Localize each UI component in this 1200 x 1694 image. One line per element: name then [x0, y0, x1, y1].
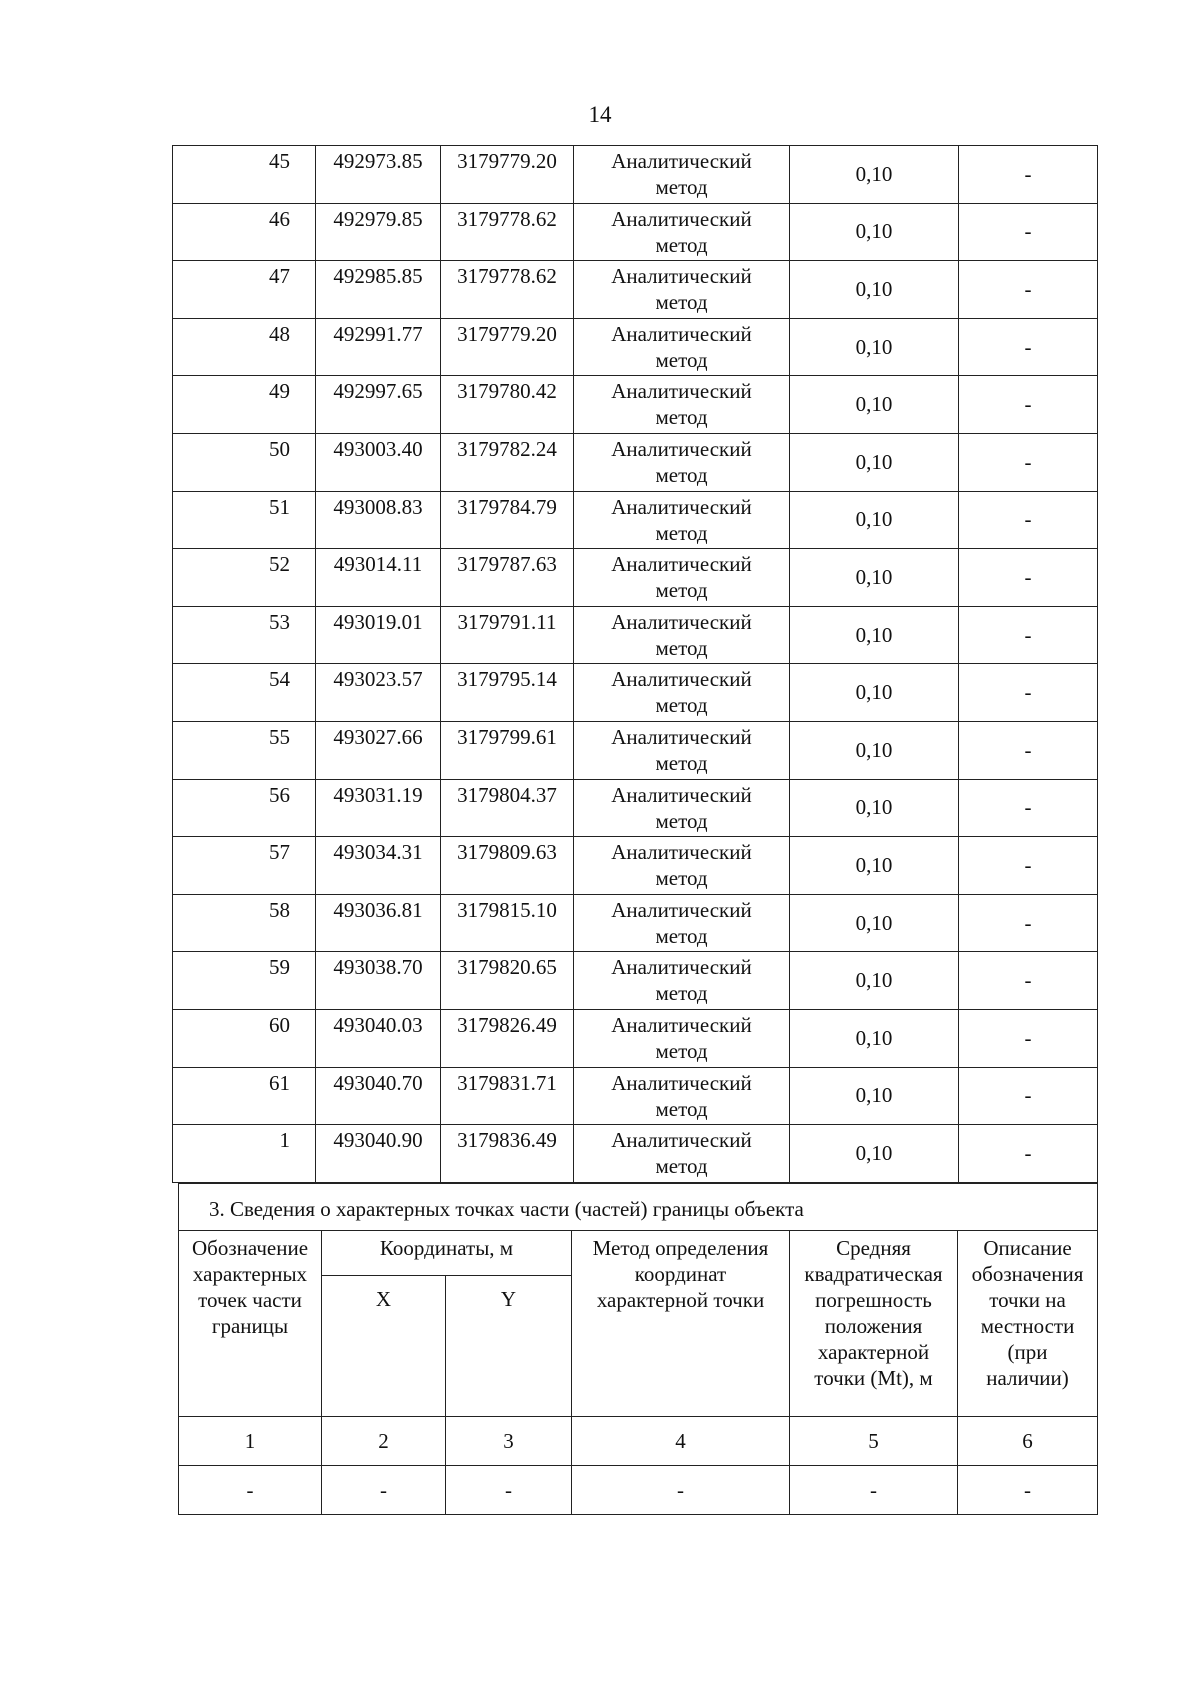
header-error	[790, 1231, 958, 1417]
point-error: 0,10	[790, 1009, 959, 1067]
point-method	[574, 952, 790, 1010]
point-method-line: Аналитический	[611, 494, 752, 519]
header-desc-line: обозначения	[971, 1262, 1084, 1286]
point-y: 3179784.79	[441, 491, 574, 549]
point-y: 3179799.61	[441, 721, 574, 779]
point-error: 0,10	[790, 1067, 959, 1125]
empty-cell: -	[179, 1466, 322, 1515]
header-designation-line: точек части	[198, 1288, 302, 1312]
point-x: 493040.90	[316, 1125, 441, 1183]
point-x: 492991.77	[316, 318, 441, 376]
point-method	[574, 1009, 790, 1067]
point-method-line: Аналитический	[611, 1012, 752, 1037]
point-method-line: Аналитический	[611, 264, 752, 289]
point-method-line: Аналитический	[611, 321, 752, 346]
point-number: 46	[173, 203, 316, 261]
point-method-line: метод	[655, 1154, 708, 1179]
column-number: 6	[958, 1417, 1098, 1466]
section-title: 3. Сведения о характерных точках части (частей) границы объекта	[179, 1184, 1098, 1231]
point-description: -	[959, 491, 1098, 549]
point-number: 54	[173, 664, 316, 722]
header-desc-line: (при	[1007, 1340, 1048, 1364]
point-x: 492973.85	[316, 146, 441, 204]
point-row	[173, 376, 1098, 434]
point-description: -	[959, 1125, 1098, 1183]
point-description: -	[959, 721, 1098, 779]
point-method	[574, 491, 790, 549]
point-number: 53	[173, 606, 316, 664]
point-y: 3179804.37	[441, 779, 574, 837]
point-method	[574, 203, 790, 261]
header-error-line: точки (Mt), м	[814, 1366, 933, 1390]
point-y: 3179778.62	[441, 261, 574, 319]
point-method	[574, 664, 790, 722]
header-designation-line: характерных	[192, 1262, 308, 1286]
point-method	[574, 433, 790, 491]
point-x: 493038.70	[316, 952, 441, 1010]
point-error: 0,10	[790, 433, 959, 491]
point-method-line: метод	[655, 462, 708, 487]
point-method	[574, 146, 790, 204]
point-number: 51	[173, 491, 316, 549]
point-number: 45	[173, 146, 316, 204]
point-x: 492979.85	[316, 203, 441, 261]
point-row	[173, 146, 1098, 204]
point-error: 0,10	[790, 894, 959, 952]
point-row	[173, 549, 1098, 607]
point-x: 493003.40	[316, 433, 441, 491]
empty-cell: -	[958, 1466, 1098, 1515]
point-number: 55	[173, 721, 316, 779]
point-number: 60	[173, 1009, 316, 1067]
point-y: 3179820.65	[441, 952, 574, 1010]
empty-data-row	[179, 1466, 1098, 1515]
point-method-line: метод	[655, 635, 708, 660]
point-description: -	[959, 261, 1098, 319]
page-number: 14	[588, 102, 612, 127]
point-method-line: Аналитический	[611, 436, 752, 461]
header-error-line: характерной	[817, 1340, 930, 1364]
point-method-line: метод	[655, 808, 708, 833]
point-method-line: метод	[655, 1096, 708, 1121]
column-number: 2	[322, 1417, 446, 1466]
column-number: 5	[790, 1417, 958, 1466]
point-row	[173, 721, 1098, 779]
point-method	[574, 894, 790, 952]
point-error: 0,10	[790, 376, 959, 434]
point-description: -	[959, 664, 1098, 722]
point-x: 493031.19	[316, 779, 441, 837]
point-error: 0,10	[790, 1125, 959, 1183]
point-row	[173, 837, 1098, 895]
header-desc-line: Описание	[983, 1236, 1072, 1260]
point-error: 0,10	[790, 146, 959, 204]
point-method-line: метод	[655, 866, 708, 891]
point-y: 3179836.49	[441, 1125, 574, 1183]
point-y: 3179809.63	[441, 837, 574, 895]
point-description: -	[959, 779, 1098, 837]
point-description: -	[959, 894, 1098, 952]
point-number: 57	[173, 837, 316, 895]
column-number: 3	[446, 1417, 572, 1466]
point-y: 3179795.14	[441, 664, 574, 722]
point-method-line: метод	[655, 578, 708, 603]
point-description: -	[959, 1067, 1098, 1125]
header-error-line: положения	[824, 1314, 923, 1338]
point-x: 493019.01	[316, 606, 441, 664]
point-y: 3179782.24	[441, 433, 574, 491]
header-error-line: погрешность	[815, 1288, 932, 1312]
point-method	[574, 318, 790, 376]
point-x: 493040.03	[316, 1009, 441, 1067]
point-error: 0,10	[790, 721, 959, 779]
point-x: 492985.85	[316, 261, 441, 319]
header-method-line: координат	[634, 1262, 727, 1286]
header-method-line: характерной точки	[596, 1288, 765, 1312]
header-error-line: квадратическая	[804, 1262, 943, 1286]
point-method-line: Аналитический	[611, 782, 752, 807]
point-number: 52	[173, 549, 316, 607]
point-error: 0,10	[790, 779, 959, 837]
point-row	[173, 1125, 1098, 1183]
header-designation	[179, 1231, 322, 1417]
header-desc-line: наличии)	[986, 1366, 1069, 1390]
column-number: 4	[572, 1417, 790, 1466]
point-description: -	[959, 837, 1098, 895]
point-method	[574, 837, 790, 895]
point-number: 47	[173, 261, 316, 319]
point-row	[173, 606, 1098, 664]
point-method	[574, 1067, 790, 1125]
point-method	[574, 606, 790, 664]
point-row	[173, 952, 1098, 1010]
point-x: 492997.65	[316, 376, 441, 434]
header-designation-line: Обозначение	[191, 1236, 309, 1260]
point-error: 0,10	[790, 261, 959, 319]
point-row	[173, 433, 1098, 491]
header-method	[572, 1231, 790, 1417]
point-method-line: Аналитический	[611, 609, 752, 634]
point-method	[574, 1125, 790, 1183]
header-desc-line: точки на	[989, 1288, 1066, 1312]
point-row	[173, 203, 1098, 261]
point-method-line: Аналитический	[611, 1070, 752, 1095]
header-coords: Координаты, м	[322, 1231, 572, 1276]
point-row	[173, 491, 1098, 549]
header-description	[958, 1231, 1098, 1417]
point-method-line: метод	[655, 347, 708, 372]
point-y: 3179778.62	[441, 203, 574, 261]
point-error: 0,10	[790, 203, 959, 261]
point-number: 58	[173, 894, 316, 952]
point-y: 3179787.63	[441, 549, 574, 607]
header-desc-line: местности	[980, 1314, 1075, 1338]
point-y: 3179779.20	[441, 318, 574, 376]
point-method	[574, 376, 790, 434]
point-method-line: метод	[655, 981, 708, 1006]
points-table-body	[173, 146, 1098, 1183]
point-method-line: метод	[655, 232, 708, 257]
point-x: 493014.11	[316, 549, 441, 607]
point-description: -	[959, 952, 1098, 1010]
point-method	[574, 549, 790, 607]
point-method	[574, 261, 790, 319]
point-number: 49	[173, 376, 316, 434]
point-method-line: Аналитический	[611, 955, 752, 980]
point-method-line: метод	[655, 923, 708, 948]
point-method-line: Аналитический	[611, 1128, 752, 1153]
header-method-line: Метод определения	[592, 1236, 769, 1260]
point-y: 3179779.20	[441, 146, 574, 204]
point-description: -	[959, 203, 1098, 261]
point-row	[173, 779, 1098, 837]
point-method-line: метод	[655, 693, 708, 718]
point-description: -	[959, 433, 1098, 491]
point-number: 56	[173, 779, 316, 837]
header-designation-line: границы	[211, 1314, 289, 1338]
empty-cell: -	[790, 1466, 958, 1515]
point-description: -	[959, 1009, 1098, 1067]
point-y: 3179780.42	[441, 376, 574, 434]
point-x: 493034.31	[316, 837, 441, 895]
point-method-line: Аналитический	[611, 379, 752, 404]
point-description: -	[959, 549, 1098, 607]
point-number: 48	[173, 318, 316, 376]
empty-cell: -	[322, 1466, 446, 1515]
point-x: 493040.70	[316, 1067, 441, 1125]
points-table	[172, 145, 1098, 1183]
point-description: -	[959, 146, 1098, 204]
point-row	[173, 1067, 1098, 1125]
header-x: X	[322, 1276, 446, 1417]
point-description: -	[959, 318, 1098, 376]
point-x: 493008.83	[316, 491, 441, 549]
point-x: 493023.57	[316, 664, 441, 722]
point-method-line: метод	[655, 405, 708, 430]
point-method-line: Аналитический	[611, 149, 752, 173]
point-y: 3179826.49	[441, 1009, 574, 1067]
column-number: 1	[179, 1417, 322, 1466]
point-row	[173, 1009, 1098, 1067]
point-row	[173, 664, 1098, 722]
point-number: 50	[173, 433, 316, 491]
point-x: 493027.66	[316, 721, 441, 779]
point-x: 493036.81	[316, 894, 441, 952]
point-method	[574, 779, 790, 837]
point-number: 61	[173, 1067, 316, 1125]
point-method-line: Аналитический	[611, 667, 752, 692]
point-method-line: Аналитический	[611, 840, 752, 865]
point-y: 3179815.10	[441, 894, 574, 952]
point-method-line: метод	[655, 750, 708, 775]
point-number: 59	[173, 952, 316, 1010]
point-method	[574, 721, 790, 779]
point-method-line: метод	[655, 175, 708, 199]
parts-table	[178, 1183, 1098, 1515]
header-error-line: Средняя	[836, 1236, 911, 1260]
point-description: -	[959, 606, 1098, 664]
point-description: -	[959, 376, 1098, 434]
point-error: 0,10	[790, 837, 959, 895]
empty-cell: -	[572, 1466, 790, 1515]
point-y: 3179831.71	[441, 1067, 574, 1125]
point-method-line: метод	[655, 1038, 708, 1063]
column-numbers-row	[179, 1417, 1098, 1466]
point-row	[173, 894, 1098, 952]
point-error: 0,10	[790, 318, 959, 376]
point-method-line: Аналитический	[611, 552, 752, 577]
point-error: 0,10	[790, 952, 959, 1010]
point-y: 3179791.11	[441, 606, 574, 664]
empty-cell: -	[446, 1466, 572, 1515]
point-method-line: метод	[655, 520, 708, 545]
point-error: 0,10	[790, 549, 959, 607]
point-method-line: Аналитический	[611, 724, 752, 749]
point-error: 0,10	[790, 664, 959, 722]
point-method-line: Аналитический	[611, 206, 752, 231]
point-row	[173, 318, 1098, 376]
point-error: 0,10	[790, 606, 959, 664]
point-number: 1	[173, 1125, 316, 1183]
header-y: Y	[446, 1276, 572, 1417]
point-method-line: Аналитический	[611, 897, 752, 922]
point-row	[173, 261, 1098, 319]
point-method-line: метод	[655, 290, 708, 315]
point-error: 0,10	[790, 491, 959, 549]
